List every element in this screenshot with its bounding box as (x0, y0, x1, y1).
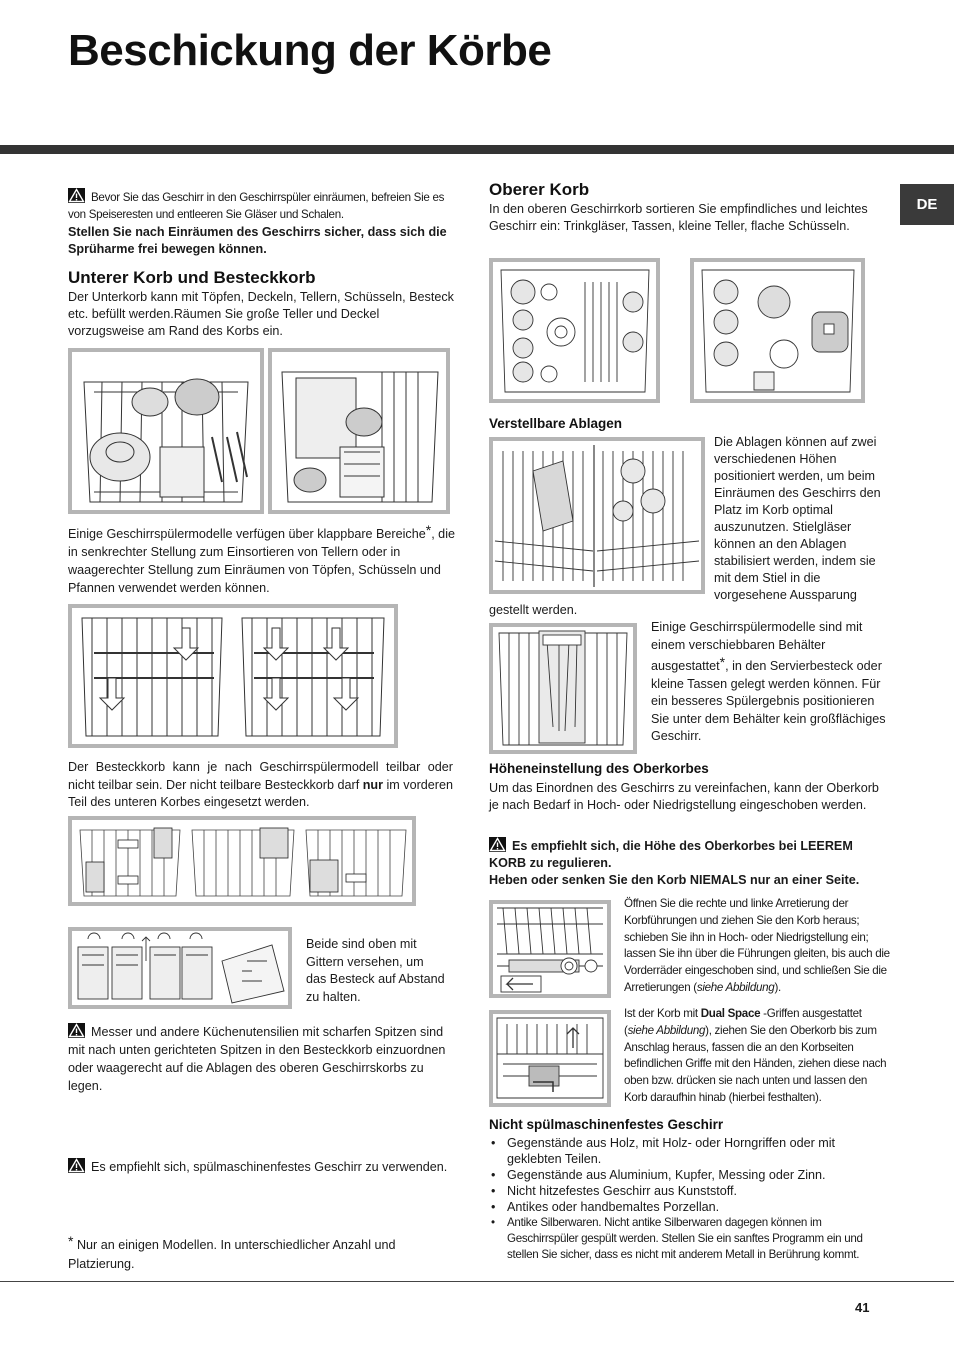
shelves-figure (489, 437, 705, 594)
footer-rule (0, 1281, 954, 1282)
cutlery-basket-positions-figure (68, 816, 416, 906)
rail-italic: siehe Abbildung (696, 980, 775, 994)
sliding-tray-figure (489, 623, 637, 754)
height-warning-text-a: Es empfiehlt sich, die Höhe des Oberkorbes bei LEEREM KORB zu regulieren. (489, 839, 853, 870)
lower-basket-heading: Unterer Korb und Besteckkorb (68, 268, 316, 287)
intro-block (68, 188, 452, 259)
rail-text-b: ). (774, 980, 781, 994)
ds-italic: siehe Abbildung (627, 1023, 706, 1037)
height-warning-text-b: Heben oder senken Sie den Korb NIEMALS nur an einer Seite. (489, 873, 860, 887)
lower-basket-text: Der Unterkorb kann mit Töpfen, Deckeln, Tellern, Schüsseln, Besteck etc. befüllt werden.Räumen Sie große Teller und Deckel vorzugsweise am Rand des Korbs ein. (68, 290, 454, 338)
footnote (68, 1232, 456, 1274)
rail-figure (489, 900, 611, 998)
knife-warning-text: Messer und andere Küchenutensilien mit scharfen Spitzen sind mit nach unten gerichteten Spitzen in den Besteckkorb einzuordnen oder waagerecht auf die Ablagen des oberen Geschirrskorbs zu legen. (68, 1025, 446, 1093)
title-rule (0, 145, 954, 154)
upper-basket-figure-1 (489, 258, 660, 403)
rail-text-a: Öffnen Sie die rechte und linke Arretierung der Korbführungen und ziehen Sie den Korb heraus; schieben Sie ihn in Hoch- oder Niedrigstellung ein; lassen Sie ihn über die Führungen gleiten, bis auch die Vorderräder eingeschoben sind, und schließen Sie die Arretierungen ( (624, 897, 890, 994)
list-item: • Antikes oder handbemaltes Porzellan. (489, 1199, 885, 1215)
warning-icon (68, 1023, 85, 1038)
list-item: • Gegenstände aus Aluminium, Kupfer, Messing oder Zinn. (489, 1167, 885, 1183)
cutlery-basket-text (68, 759, 453, 812)
rail-text (624, 896, 892, 997)
tray-text-b: , in den Servierbesteck oder kleine Tassen gelegt werden können. Für ein besseres Spülergebnis positionieren Sie unter dem Behälter kein großflächiges Geschirr. (651, 659, 886, 743)
shelves-heading: Verstellbare Ablagen (489, 416, 623, 431)
list-item: • Nicht hitzefestes Geschirr aus Kunststoff. (489, 1183, 885, 1199)
dual-space-figure (489, 1010, 611, 1107)
warning-icon (68, 188, 85, 203)
height-heading: Höheneinstellung des Oberkorbes (489, 761, 709, 776)
ds-text-b: -Griffen ausgestattet ( (624, 1007, 862, 1037)
foldable-text (68, 521, 458, 597)
language-tab-label: DE (916, 196, 938, 213)
ds-bold: Dual Space (700, 1007, 761, 1020)
footnote-text: Nur an einigen Modellen. In unterschiedlicher Anzahl und Platzierung. (68, 1238, 396, 1271)
upper-basket-text: In den oberen Geschirrkorb sortieren Sie empfindliches und leichtes Geschirr ein: Trinkgläser, Tassen, kleine Teller, flache Schüsseln. (489, 202, 868, 233)
intro-bold-text: Stellen Sie nach Einräumen des Geschirrs sicher, dass sich die Sprüharme frei bewegen können. (68, 224, 447, 257)
upper-basket-figure-2 (690, 258, 865, 403)
list-item: • Gegenstände aus Holz, mit Holz- oder Horngriffen oder mit geklebten Teilen. (489, 1135, 885, 1167)
foldable-star: * (425, 522, 432, 538)
shelves-text: Die Ablagen können auf zwei verschiedenen Höhen positioniert werden, um beim Einräumen des Geschirrs den Platz im Korb optimal auszunutzen. Stielgläser können an den Ablagen stabilisiert werden, indem sie mit dem Stiel in die vorgesehene Aussparung (714, 435, 881, 602)
height-warning-block (489, 837, 893, 889)
safe-warning-text: Es empfiehlt sich, spülmaschinenfestes Geschirr zu verwenden. (91, 1160, 448, 1174)
knife-warning-block (68, 1023, 456, 1095)
foldable-text-b: , die in senkrechter Stellung zum Einsortieren von Tellern oder in waagerechter Stellung zum Einräumen von Töpfen, Schüsseln und Pfannen verwendet werden können. (68, 527, 455, 595)
sliding-tray-text (651, 619, 891, 746)
ds-text-c: ), ziehen Sie den Oberkorb bis zum Anschlag heraus, fassen die an den Korbseiten befindlichen Griffe mit den Händen, ziehen diese nach oben bzw. drücken sie nach unten und lassen den Korb daraufhin hinab (hierbei festhalten). (624, 1023, 887, 1104)
not-dishwasher-safe-list (489, 1135, 885, 1263)
cutlery-grids-figure (68, 927, 292, 1009)
cutlery-grids-text: Beide sind oben mit Gittern versehen, um das Besteck auf Abstand zu halten. (306, 937, 445, 1004)
tray-star: * (719, 654, 726, 670)
warning-icon (68, 1158, 85, 1173)
warning-icon (489, 837, 506, 852)
not-dishwasher-safe-heading: Nicht spülmaschinenfestes Geschirr (489, 1117, 724, 1132)
foldable-racks-figure (68, 604, 398, 748)
language-tab (900, 184, 954, 225)
footnote-star: * (68, 1233, 74, 1249)
upper-basket-heading: Oberer Korb (489, 180, 590, 199)
intro-warning-text: Bevor Sie das Geschirr in den Geschirrspüler einräumen, befreien Sie es von Speiseresten und entleeren Sie Gläser und Schalen. (68, 191, 445, 221)
height-text: Um das Einordnen des Geschirrs zu vereinfachen, kann der Oberkorb je nach Bedarf in Hoch- oder Niedrigstellung eingeschoben werden. (489, 781, 879, 812)
cutlery-nur: nur (362, 777, 383, 792)
tray-text-a: Einige Geschirrspülermodelle sind mit einem verschiebbaren Behälter ausgestattet (651, 620, 863, 673)
page-number: 41 (855, 1300, 870, 1315)
list-item: • Antike Silberwaren. Nicht antike Silberwaren dagegen können im Geschirrspüler gespült werden. Stellen Sie ein sanftes Programm ein und stellen Sie sicher, dass es nicht mit anderem Metall in Berührung kommt. (489, 1215, 885, 1263)
safe-warning-block (68, 1158, 456, 1177)
page-title: Beschickung der Körbe (68, 26, 552, 75)
lower-basket-figure-1 (68, 348, 264, 514)
foldable-text-a: Einige Geschirrspülermodelle verfügen über klappbare Bereiche (68, 527, 426, 541)
cutlery-text-b: im vorderen Teil des unteren Korbes eingesetzt werden. (68, 777, 453, 809)
cutlery-text-a: Der Besteckkorb kann je nach Geschirrspülermodell teilbar oder nicht teilbar sein. Der nicht teilbare Besteckkorb darf (68, 760, 453, 792)
dual-space-text (624, 1006, 892, 1107)
shelves-text-end: gestellt werden. (489, 603, 578, 617)
lower-basket-figure-2 (268, 348, 450, 514)
ds-text-a: Ist der Korb mit (624, 1007, 698, 1020)
